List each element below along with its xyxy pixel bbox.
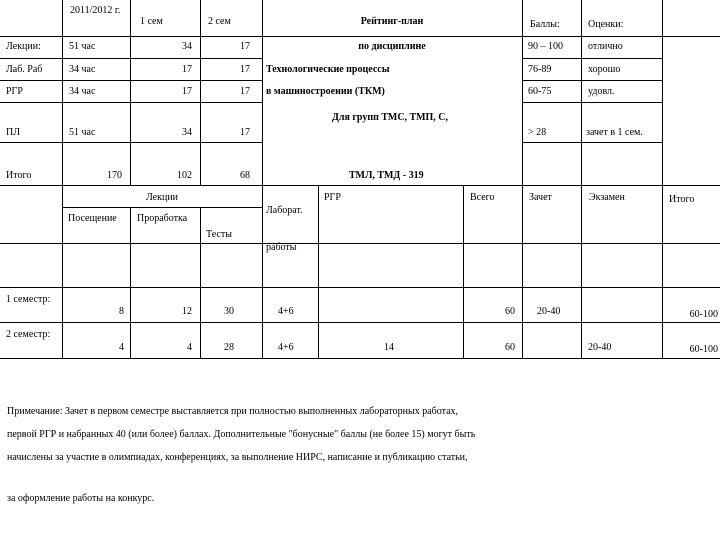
- row-sem1: 34: [182, 127, 192, 138]
- rule: [463, 185, 464, 358]
- attendance-value: 8: [119, 306, 124, 317]
- row-sem2: 17: [240, 86, 250, 97]
- row-label: Лаб. Раб: [6, 64, 43, 75]
- row-sem1: 102: [177, 170, 192, 181]
- rule: [0, 80, 262, 81]
- rule: [0, 287, 720, 288]
- rule: [0, 243, 720, 244]
- row-hours: 51 час: [69, 127, 96, 138]
- exam-header: Экзамен: [589, 192, 625, 203]
- rule: [662, 185, 663, 358]
- exam-value: 20-40: [588, 342, 612, 353]
- year-header: 2011/2012 г.: [70, 5, 121, 16]
- tests-value: 30: [224, 306, 234, 317]
- total-value: 60: [505, 342, 515, 353]
- total-header: Всего: [470, 192, 495, 203]
- rule: [522, 58, 662, 59]
- rule: [522, 0, 523, 185]
- credit-value: 20-40: [537, 306, 561, 317]
- study-value: 12: [182, 306, 192, 317]
- sem2-header: 2 сем: [208, 16, 231, 27]
- lectures-header: Лекции: [145, 192, 179, 203]
- note-line: начислены за участие в олимпиадах, конференциях, за выполнение НИРС, написание и публикацию статьи,: [7, 452, 468, 463]
- row-hours: 34 час: [69, 64, 96, 75]
- study-header: Проработка: [137, 213, 188, 224]
- row-label: ПЛ: [6, 127, 21, 138]
- note-line: первой РГР и набранных 40 (или более) баллах. Дополнительные "бонусные" баллы (не более 15) могут быть: [7, 429, 476, 440]
- row-sem2: 17: [240, 41, 250, 52]
- rule: [0, 142, 262, 143]
- sem1-header: 1 сем: [140, 16, 163, 27]
- rule: [0, 58, 262, 59]
- rule: [62, 207, 262, 208]
- row-hours: 170: [107, 170, 122, 181]
- rating-plan-subject: Технологические процессы: [266, 64, 390, 75]
- rating-plan-title: Рейтинг-план: [360, 16, 424, 27]
- rule: [581, 0, 582, 185]
- rule: [200, 207, 201, 358]
- overall-value: 60-100: [689, 309, 718, 320]
- rule: [581, 185, 582, 358]
- row-hours: 34 час: [69, 86, 96, 97]
- rgr-header: РГР: [324, 192, 341, 203]
- rule: [522, 185, 523, 358]
- score-range: 76-89: [528, 64, 552, 75]
- overall-value: 60-100: [689, 344, 718, 355]
- lab-value: 4+6: [278, 342, 294, 353]
- score-range: 60-75: [528, 86, 552, 97]
- rule: [522, 102, 662, 103]
- tests-header: Тесты: [206, 229, 232, 240]
- row-sem2: 17: [240, 127, 250, 138]
- score-range: > 28: [528, 127, 547, 138]
- row-label: Итого: [6, 170, 32, 181]
- rating-plan-groups: Для групп ТМС, ТМП, С,: [331, 112, 449, 123]
- row-sem1: 17: [182, 64, 192, 75]
- rating-plan-groups-2: ТМЛ, ТМД - 319: [349, 170, 424, 181]
- grades-header: Оценки:: [588, 19, 624, 30]
- row-sem1: 17: [182, 86, 192, 97]
- grade-name: хорошо: [588, 64, 621, 75]
- note-line: за оформление работы на конкурс.: [7, 493, 155, 504]
- attendance-value: 4: [119, 342, 124, 353]
- rule: [662, 0, 663, 185]
- rule: [522, 80, 662, 81]
- attendance-header: Посещение: [68, 213, 117, 224]
- row-sem2: 68: [240, 170, 250, 181]
- rule: [0, 185, 720, 186]
- study-value: 4: [187, 342, 192, 353]
- rule: [62, 185, 63, 358]
- rating-plan-subject-2: в машиностроении (ТКМ): [266, 86, 385, 97]
- rule: [0, 322, 720, 323]
- rule: [262, 185, 263, 358]
- row-sem1: 34: [182, 41, 192, 52]
- credit-header: Зачет: [529, 192, 552, 203]
- overall-header: Итого: [669, 194, 695, 205]
- rule: [0, 102, 262, 103]
- rule: [62, 0, 63, 185]
- semester-label: 2 семестр:: [6, 329, 51, 340]
- row-label: Лекции:: [6, 41, 41, 52]
- total-value: 60: [505, 306, 515, 317]
- grade-name: удовл.: [588, 86, 615, 97]
- grade-name: отлично: [588, 41, 623, 52]
- grade-name: зачет в 1 сем.: [586, 127, 643, 138]
- rule: [522, 142, 662, 143]
- tests-value: 28: [224, 342, 234, 353]
- row-hours: 51 час: [69, 41, 96, 52]
- row-label: РГР: [6, 86, 23, 97]
- lab-value: 4+6: [278, 306, 294, 317]
- rating-plan-discipline: по дисциплине: [358, 41, 426, 52]
- rule: [0, 36, 720, 37]
- lab-header: Лаборат. работы: [266, 205, 303, 253]
- row-sem2: 17: [240, 64, 250, 75]
- rule: [0, 358, 720, 359]
- rule: [130, 207, 131, 358]
- rule: [318, 185, 319, 358]
- note-line: Примечание: Зачет в первом семестре выставляется при полностью выполненных лабораторных работах,: [7, 406, 459, 417]
- semester-label: 1 семестр:: [6, 294, 51, 305]
- scores-header: Баллы:: [530, 19, 560, 30]
- score-range: 90 – 100: [528, 41, 563, 52]
- rgr-value: 14: [384, 342, 394, 353]
